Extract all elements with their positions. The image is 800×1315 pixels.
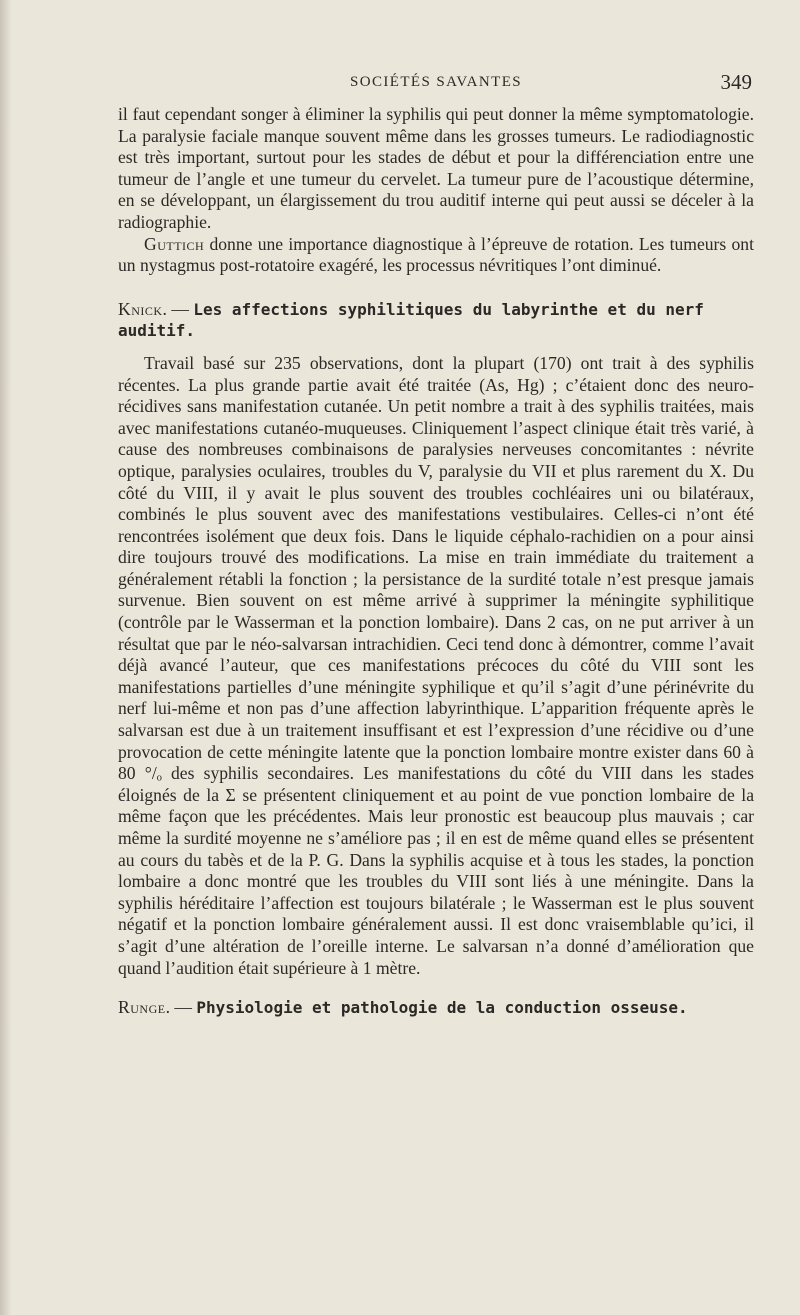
- section-heading-knick: [118, 299, 754, 342]
- knick-abstract-body: Travail basé sur 235 observations, dont la plupart (170) ont trait à des syphilis récentes. La plus grande partie avait été traitée (As, Hg) ; c’étaient donc des neuro-récidives sans manifestation cutanée. Un petit nombre a trait à des syphilis traitées, mais avec manifestations cutanéo-muqueuses. Cliniquement l’aspect clinique était très varié, à cause des nombreuses combinaisons de paralysies nerveuses concomitantes : névrite optique, paralysies oculaires, troubles du V, paralysie du VII et plus rarement du X. Du côté du VIII, il y avait le plus souvent des troubles cochléaires uni ou bilatéraux, combinés le plus souvent avec des manifestations vestibulaires. Celles-ci n’ont été rencontrées isolément que deux fois. Dans le liquide céphalo-rachidien on a pour ainsi dire toujours trouvé des modifications. La mise en train immédiate du traitement a généralement rétabli la fonction ; la persistance de la surdité totale n’est presque jamais survenue. Bien souvent on est même arrivé à supprimer la méningite syphilitique (contrôle par le Wasserman et la ponction lombaire). Dans 2 cas, on ne put arriver à un résultat que par le néo-salvarsan intrachidien. Ceci tend donc à démontrer, comme l’avait déjà avancé l’auteur, que ces manifestations précoces du côté du VIII sont les manifestations partielles d’une méningite syphilique et qu’il s’agit d’une périnévrite du nerf lui-même et non pas d’une affection labyrinthique. L’apparition fréquente après le salvarsan est due à un traitement insuffisant et est l’expression d’une récidive ou d’une provocation de cette méningite latente que la ponction lombaire montre exister dans 60 à 80 °/ₒ des syphilis secondaires. Les manifestations du côté du VIII dans les stades éloignés de la Σ se présentent cliniquement et au point de vue ponction lombaire de la même façon que les précédentes. Mais leur pronostic est beaucoup plus mauvais ; car même la surdité moyenne ne s’améliore pas ; il en est de même quand elles se présentent au cours du tabès et de la P. G. Dans la syphilis acquise et à tous les stades, la ponction lombaire a donc montré que les troubles du VIII sont liés à une méningite. Dans la syphilis héréditaire l’affection est toujours bilatérale ; le Wasserman est le plus souvent négatif et la ponction lombaire généralement aussi. Il est donc vraisemblable qu’ici, il s’agit d’une altération de l’oreille interne. Le salvarsan n’a donné d’amélioration que quand l’audition était supérieure à 1 mètre.: [118, 352, 754, 978]
- journal-page: [118, 70, 754, 1030]
- guttich-paragraph-text: donne une importance diagnostique à l’épreuve de rotation. Les tumeurs ont un nystagmus post-rotatoire exagéré, les processus névritiques l’ont diminué.: [118, 233, 754, 276]
- author-name-knick: Knick: [118, 298, 163, 319]
- author-name-runge: Runge: [118, 997, 166, 1018]
- page-edge-shadow: [0, 0, 12, 1315]
- running-head: [118, 70, 754, 104]
- running-title: SOCIÉTÉS SAVANTES: [349, 74, 523, 90]
- heading-dash: . —: [162, 298, 194, 319]
- section-title-knick: Les affections syphilitiques du labyrinthe et du nerf auditif.: [118, 299, 704, 341]
- continuation-paragraph: il faut cependant songer à éliminer la syphilis qui peut donner la même symptomatologie. La paralysie faciale manque souvent même dans les grosses tumeurs. Le radiodiagnostic est très important, surtout pour les stades de début et pour la différenciation entre une tumeur de l’angle et une tumeur du cervelet. La tumeur pure de l’acoustique détermine, en se développant, un élargissement du trou auditif interne qui peut aussi se déceler à la radiographie.: [118, 104, 754, 232]
- heading-dash: . —: [165, 997, 197, 1018]
- author-name-guttich: Guttich: [144, 233, 205, 254]
- guttich-paragraph: [118, 234, 754, 277]
- page-number: 349: [720, 70, 752, 94]
- section-heading-runge: [118, 997, 754, 1019]
- section-title-runge: Physiologie et pathologie de la conduction osseuse.: [196, 998, 688, 1018]
